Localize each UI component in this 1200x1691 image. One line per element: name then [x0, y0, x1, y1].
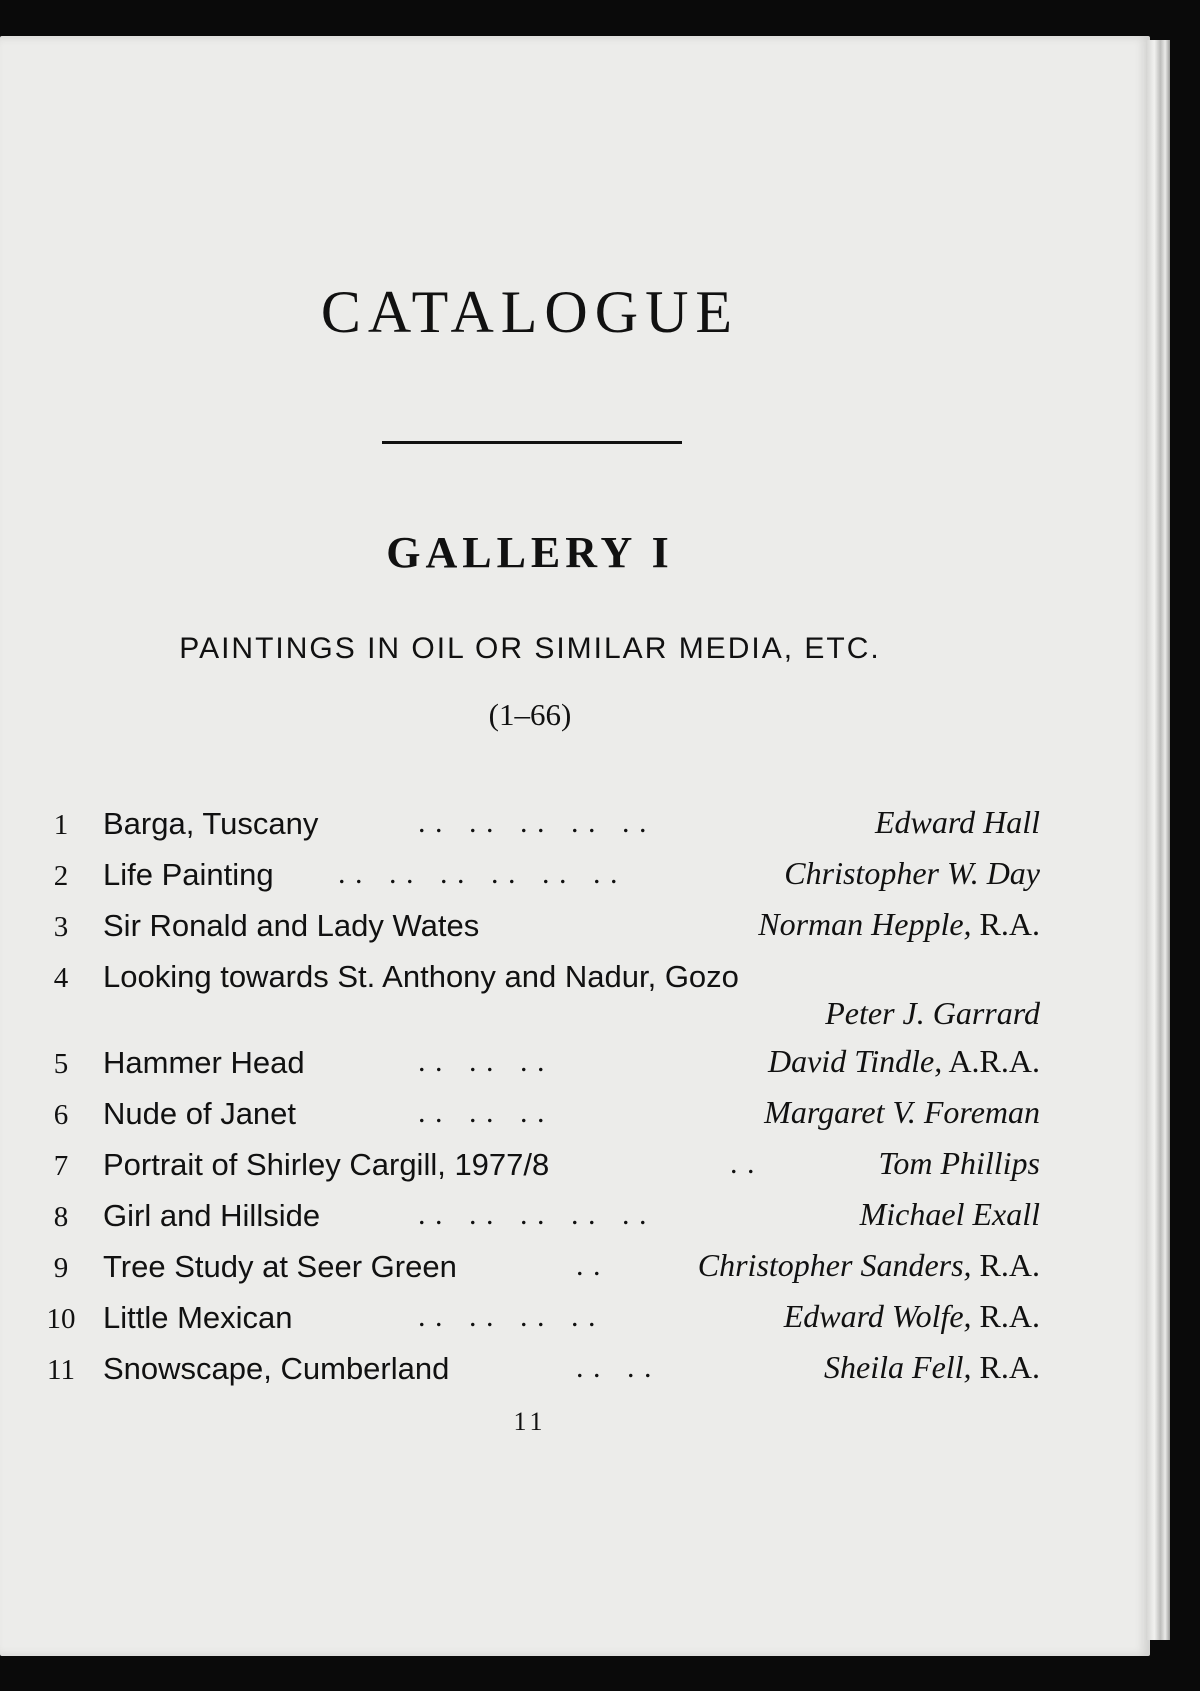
artist-name: Christopher Sanders, — [697, 1247, 972, 1283]
entry-number: 9 — [53, 1252, 69, 1284]
artist-name: Edward Hall — [874, 804, 1040, 840]
artist-name: Sheila Fell, — [824, 1349, 972, 1385]
entry-artist — [784, 855, 1040, 892]
entry-number: 3 — [53, 911, 69, 943]
section-subtitle: PAINTINGS IN OIL OR SIMILAR MEDIA, ETC. — [179, 632, 881, 665]
entry-title: Sir Ronald and Lady Wates — [103, 908, 480, 943]
artist-name: Edward Wolfe, — [783, 1298, 972, 1334]
artist-honours: A.R.A. — [948, 1043, 1040, 1079]
artist-name: David Tindle, — [767, 1043, 943, 1079]
entry-leader: . . — [730, 1147, 756, 1180]
entry-number: 5 — [53, 1048, 69, 1080]
artist-name: Tom Phillips — [878, 1145, 1040, 1181]
entry-title: Girl and Hillside — [103, 1198, 321, 1233]
entry-artist — [824, 1349, 1040, 1386]
entry-artist — [698, 1247, 1040, 1284]
entry-artist — [825, 995, 1040, 1032]
entry-title: Looking towards St. Anthony and Nadur, Gozo — [103, 959, 739, 994]
gallery-heading: GALLERY I — [386, 528, 674, 577]
entry-number: 4 — [53, 962, 69, 994]
entry-artist — [875, 804, 1040, 841]
artist-name: Christopher W. Day — [784, 855, 1040, 891]
artist-name: Peter J. Garrard — [825, 995, 1040, 1031]
entry-title: Hammer Head — [103, 1045, 305, 1080]
catalogue-heading: CATALOGUE — [320, 279, 740, 345]
entry-title: Snowscape, Cumberland — [103, 1351, 450, 1386]
entry-leader: . . . . . . — [418, 1096, 546, 1129]
entry-leader: . . . . . . — [418, 1045, 546, 1078]
entry-artist — [764, 1094, 1040, 1131]
entry-number: 2 — [53, 860, 69, 892]
entry-artist — [878, 1145, 1040, 1182]
artist-name: Michael Exall — [859, 1196, 1040, 1232]
entry-title: Barga, Tuscany — [103, 806, 319, 841]
entry-number: 7 — [53, 1150, 69, 1182]
entry-artist — [758, 906, 1040, 943]
page-number: 11 — [513, 1407, 547, 1436]
entry-leader: . . . . . . . . . . — [418, 1198, 648, 1231]
entry-leader: . . — [576, 1249, 602, 1282]
artist-honours: R.A. — [979, 1349, 1040, 1385]
artist-honours: R.A. — [979, 1298, 1040, 1334]
entry-artist — [768, 1043, 1040, 1080]
entry-leader: . . . . — [576, 1351, 653, 1384]
entry-number: 6 — [53, 1099, 69, 1131]
entry-leader: . . . . . . . . . . — [418, 806, 648, 839]
entry-leader: . . . . . . . . . . . . — [338, 857, 619, 890]
artist-name: Norman Hepple, — [758, 906, 972, 942]
entry-title: Little Mexican — [103, 1300, 293, 1335]
artist-honours: R.A. — [979, 906, 1040, 942]
entry-artist — [860, 1196, 1040, 1233]
entry-title: Life Painting — [103, 857, 274, 892]
entry-number: 1 — [53, 809, 69, 841]
entry-title: Tree Study at Seer Green — [103, 1249, 457, 1284]
artist-name: Margaret V. Foreman — [764, 1094, 1040, 1130]
entry-title: Nude of Janet — [103, 1096, 297, 1131]
catalogue-range: (1–66) — [488, 697, 572, 732]
entry-number: 11 — [47, 1354, 75, 1386]
entry-number: 10 — [46, 1303, 76, 1335]
entry-number: 8 — [53, 1201, 69, 1233]
artist-honours: R.A. — [979, 1247, 1040, 1283]
entry-artist — [784, 1298, 1040, 1335]
entry-title: Portrait of Shirley Cargill, 1977/8 — [103, 1147, 550, 1182]
entry-leader: . . . . . . . . — [418, 1300, 597, 1333]
